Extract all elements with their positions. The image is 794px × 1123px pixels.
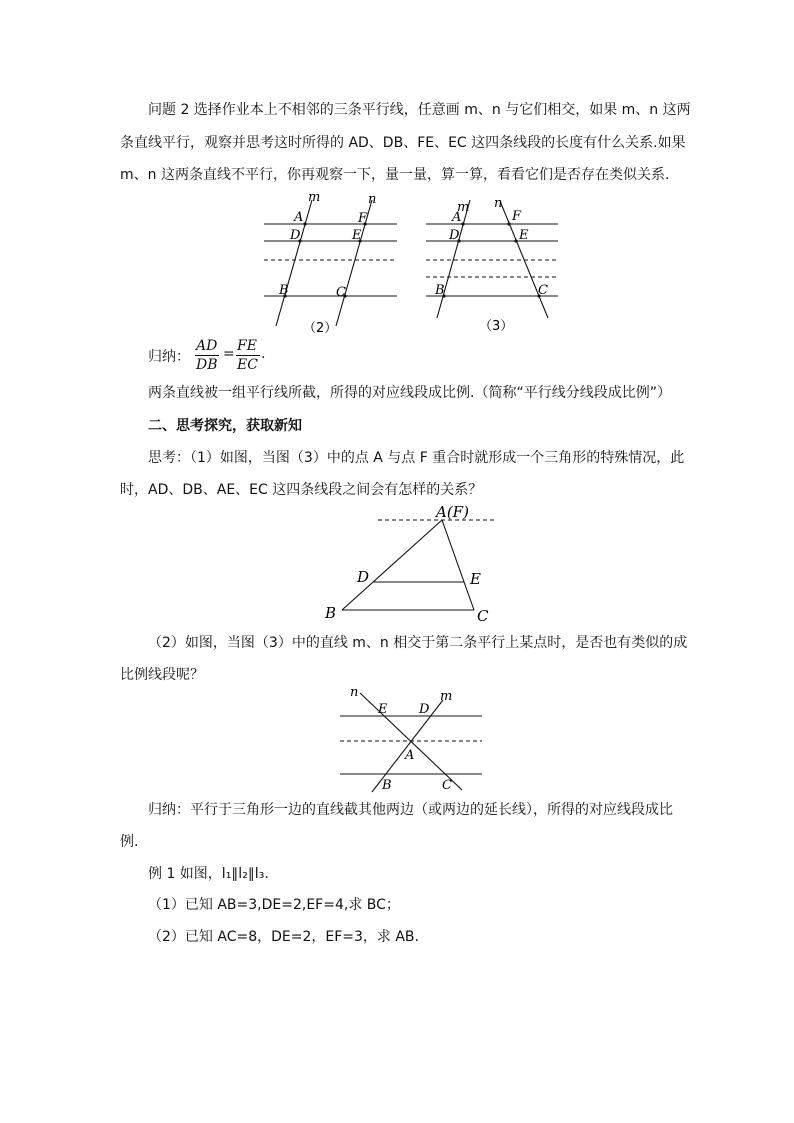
triangle-label-E: E (470, 570, 481, 588)
triangle-label-C: C (477, 607, 489, 625)
example1-q2: （2）已知 AC=8，DE=2，EF=3，求 AB. (148, 929, 419, 945)
cross-label-E: E (378, 702, 388, 717)
fig3-label-B: B (435, 283, 445, 298)
summary2-line2: 例. (120, 834, 139, 850)
frac2-denominator: EC (237, 357, 258, 373)
fig2-label-F: F (358, 211, 368, 226)
think2-line2: 比例线段呢？ (120, 667, 204, 683)
frac1-denominator: DB (196, 357, 218, 373)
fig2-label-B: B (279, 283, 289, 298)
think1-line2: 时，AD、DB、AE、EC 这四条线段之间会有怎样的关系？ (120, 482, 483, 498)
think2-line1: （2）如图，当图（3）中的直线 m、n 相交于第二条平行上某点时，是否也有类似的成 (148, 635, 688, 651)
equals-sign: = (223, 346, 235, 362)
cross-label-C: C (442, 778, 452, 793)
fig3-label-m: m (457, 200, 470, 215)
fig2-label-C: C (336, 285, 346, 300)
cross-label-m: m (440, 689, 453, 704)
cross-label-D: D (419, 702, 430, 717)
fig3-label-A: A (452, 210, 462, 225)
example1-intro: 例 1 如图，l₁∥l₂∥l₃. (148, 866, 269, 882)
fig2-label-m: m (308, 190, 321, 205)
problem2-line2: 条直线平行，观察并思考这时所得的 AD、DB、FE、EC 这四条线段的长度有什么关系.如果 (120, 135, 686, 151)
fig2-label-E: E (352, 228, 362, 243)
fig2-caption: （2） (303, 321, 338, 336)
frac2-numerator: FE (237, 338, 257, 354)
theorem1: 两条直线被一组平行线所截，所得的对应线段成比例.（简称“平行线分线段成比例”） (148, 385, 671, 401)
example1-q1: （1）已知 AB=3,DE=2,EF=4,求 BC； (148, 897, 400, 913)
problem2-line3: m、n 这两条直线不平行，你再观察一下，量一量，算一算，看看它们是否存在类似关系. (120, 167, 670, 183)
cross-label-B: B (382, 778, 392, 793)
fig2-label-A: A (294, 210, 304, 225)
fig3-caption: （3） (479, 319, 514, 334)
summary1-prefix: 归纳： (148, 349, 190, 365)
summary2-line1: 归纳：平行于三角形一边的直线截其他两边（或两边的延长线），所得的对应线段成比 (148, 802, 673, 818)
summary1-period: . (261, 346, 266, 362)
triangle-label-D: D (357, 568, 370, 586)
problem2-line1: 问题 2 选择作业本上不相邻的三条平行线，任意画 m、n 与它们相交，如果 m、n 这两 (148, 102, 691, 118)
think1-line1: 思考：（1）如图，当图（3）中的点 A 与点 F 重合时就形成一个三角形的特殊情况，此 (148, 450, 685, 466)
fig3-label-C: C (538, 283, 548, 298)
cross-label-A: A (405, 748, 415, 763)
fig2-label-n: n (368, 192, 377, 207)
fig3-label-n: n (494, 196, 503, 211)
fig3-label-D: D (449, 228, 460, 243)
section2-title: 二、思考探究，获取新知 (148, 418, 302, 434)
frac1-numerator: AD (196, 338, 218, 354)
triangle-label-AF: A(F) (436, 503, 469, 521)
fig3-label-E: E (519, 228, 529, 243)
fig2-label-D: D (290, 228, 301, 243)
cross-label-n: n (350, 685, 359, 700)
triangle-label-B: B (325, 604, 337, 622)
fig3-label-F: F (512, 209, 522, 224)
